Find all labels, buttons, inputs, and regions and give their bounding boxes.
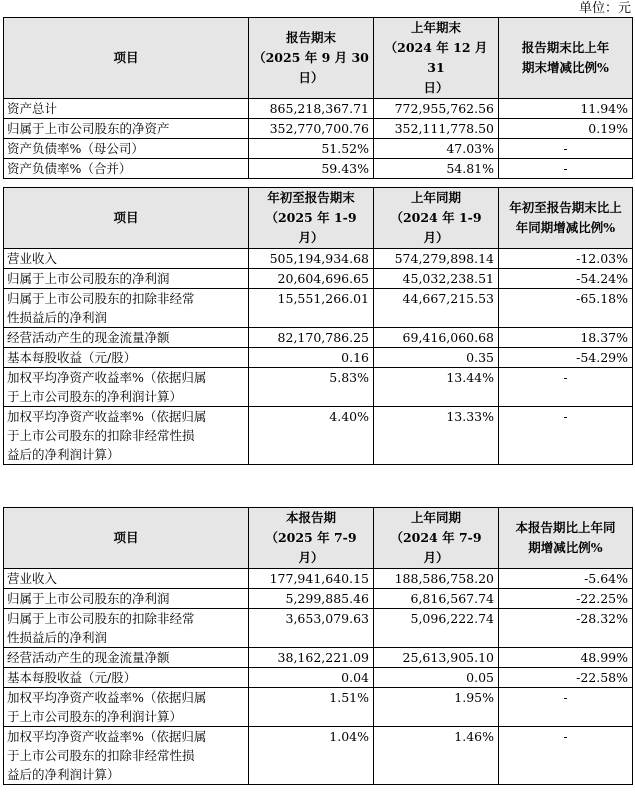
header-current: 本报告期 （2025 年 7-9 月） (249, 508, 374, 569)
row-label: 加权平均净资产收益率%（依据归属 于上市公司股东的净利润计算） (4, 368, 249, 407)
row-label: 归属于上市公司股东的扣除非经常 性损益后的净利润 (4, 289, 249, 328)
header-prior: 上年期末 （2024 年 12 月 31 日） (374, 18, 499, 99)
row-label: 加权平均净资产收益率%（依据归属 于上市公司股东的扣除非经常性损 益后的净利润计算） (4, 727, 249, 785)
change-ratio: -54.29% (499, 348, 633, 368)
change-ratio: 18.37% (499, 328, 633, 348)
change-ratio: -65.18% (499, 289, 633, 328)
change-ratio: -5.64% (499, 569, 633, 589)
row-label: 归属于上市公司股东的净资产 (4, 119, 249, 139)
current-value: 352,770,700.76 (249, 119, 374, 139)
row-label: 营业收入 (4, 569, 249, 589)
unit-label: 单位：元 (578, 1, 631, 16)
current-value: 0.16 (249, 348, 374, 368)
prior-value: 1.46% (374, 727, 499, 785)
prior-value: 13.33% (374, 407, 499, 465)
current-value: 177,941,640.15 (249, 569, 374, 589)
header-item: 项目 (4, 18, 249, 99)
row-label: 经营活动产生的现金流量净额 (4, 328, 249, 348)
ytd-performance-table (3, 187, 633, 465)
change-ratio: 48.99% (499, 648, 633, 668)
header-item: 项目 (4, 508, 249, 569)
table-header-row (4, 18, 633, 99)
table-row (4, 289, 633, 328)
current-value: 82,170,786.25 (249, 328, 374, 348)
table-row (4, 648, 633, 668)
prior-value: 0.35 (374, 348, 499, 368)
change-ratio: 0.19% (499, 119, 633, 139)
prior-value: 13.44% (374, 368, 499, 407)
prior-value: 188,586,758.20 (374, 569, 499, 589)
table-row (4, 99, 633, 119)
prior-value: 44,667,215.53 (374, 289, 499, 328)
row-label: 资产负债率%（母公司） (4, 139, 249, 159)
current-value: 38,162,221.09 (249, 648, 374, 668)
current-value: 59.43% (249, 159, 374, 179)
table-header-row (4, 188, 633, 249)
change-ratio: -54.24% (499, 269, 633, 289)
current-value: 505,194,934.68 (249, 249, 374, 269)
row-label: 加权平均净资产收益率%（依据归属 于上市公司股东的扣除非经常性损 益后的净利润计算） (4, 407, 249, 465)
current-value: 3,653,079.63 (249, 609, 374, 648)
change-ratio: - (499, 688, 633, 727)
current-value: 51.52% (249, 139, 374, 159)
prior-value: 6,816,567.74 (374, 589, 499, 609)
table-row (4, 727, 633, 785)
header-current: 年初至报告期末 （2025 年 1-9 月） (249, 188, 374, 249)
header-item: 项目 (4, 188, 249, 249)
header-prior: 上年同期 （2024 年 7-9 月） (374, 508, 499, 569)
table-row (4, 569, 633, 589)
prior-value: 574,279,898.14 (374, 249, 499, 269)
table-row (4, 609, 633, 648)
change-ratio: -28.32% (499, 609, 633, 648)
header-change: 本报告期比上年同 期增减比例% (499, 508, 633, 569)
change-ratio: - (499, 407, 633, 465)
row-label: 基本每股收益（元/股） (4, 348, 249, 368)
prior-value: 47.03% (374, 139, 499, 159)
row-label: 经营活动产生的现金流量净额 (4, 648, 249, 668)
header-change: 报告期末比上年 期末增减比例% (499, 18, 633, 99)
row-label: 资产总计 (4, 99, 249, 119)
prior-value: 0.05 (374, 668, 499, 688)
change-ratio: - (499, 727, 633, 785)
table-row (4, 249, 633, 269)
table-row (4, 159, 633, 179)
table-row (4, 407, 633, 465)
change-ratio: 11.94% (499, 99, 633, 119)
row-label: 资产负债率%（合并） (4, 159, 249, 179)
prior-value: 69,416,060.68 (374, 328, 499, 348)
prior-value: 45,032,238.51 (374, 269, 499, 289)
table-row (4, 668, 633, 688)
row-label: 加权平均净资产收益率%（依据归属 于上市公司股东的净利润计算） (4, 688, 249, 727)
prior-value: 25,613,905.10 (374, 648, 499, 668)
table-row (4, 589, 633, 609)
prior-value: 5,096,222.74 (374, 609, 499, 648)
table-row (4, 688, 633, 727)
change-ratio: - (499, 159, 633, 179)
current-value: 5,299,885.46 (249, 589, 374, 609)
header-prior: 上年同期 （2024 年 1-9 月） (374, 188, 499, 249)
current-value: 0.04 (249, 668, 374, 688)
change-ratio: -22.25% (499, 589, 633, 609)
current-value: 1.04% (249, 727, 374, 785)
current-value: 865,218,367.71 (249, 99, 374, 119)
current-value: 1.51% (249, 688, 374, 727)
prior-value: 54.81% (374, 159, 499, 179)
change-ratio: -22.58% (499, 668, 633, 688)
current-value: 4.40% (249, 407, 374, 465)
prior-value: 352,111,778.50 (374, 119, 499, 139)
table-row (4, 348, 633, 368)
header-change: 年初至报告期末比上 年同期增减比例% (499, 188, 633, 249)
header-current: 报告期末 （2025 年 9 月 30 日） (249, 18, 374, 99)
prior-value: 1.95% (374, 688, 499, 727)
row-label: 归属于上市公司股东的净利润 (4, 269, 249, 289)
table-row (4, 119, 633, 139)
row-label: 归属于上市公司股东的净利润 (4, 589, 249, 609)
table-row (4, 139, 633, 159)
current-value: 20,604,696.65 (249, 269, 374, 289)
current-value: 15,551,266.01 (249, 289, 374, 328)
balance-sheet-table (3, 17, 633, 179)
table-row (4, 269, 633, 289)
row-label: 基本每股收益（元/股） (4, 668, 249, 688)
table-row (4, 328, 633, 348)
change-ratio: -12.03% (499, 249, 633, 269)
change-ratio: - (499, 368, 633, 407)
row-label: 归属于上市公司股东的扣除非经常 性损益后的净利润 (4, 609, 249, 648)
current-value: 5.83% (249, 368, 374, 407)
row-label: 营业收入 (4, 249, 249, 269)
change-ratio: - (499, 139, 633, 159)
table-header-row (4, 508, 633, 569)
prior-value: 772,955,762.56 (374, 99, 499, 119)
quarter-performance-table (3, 507, 633, 785)
table-row (4, 368, 633, 407)
